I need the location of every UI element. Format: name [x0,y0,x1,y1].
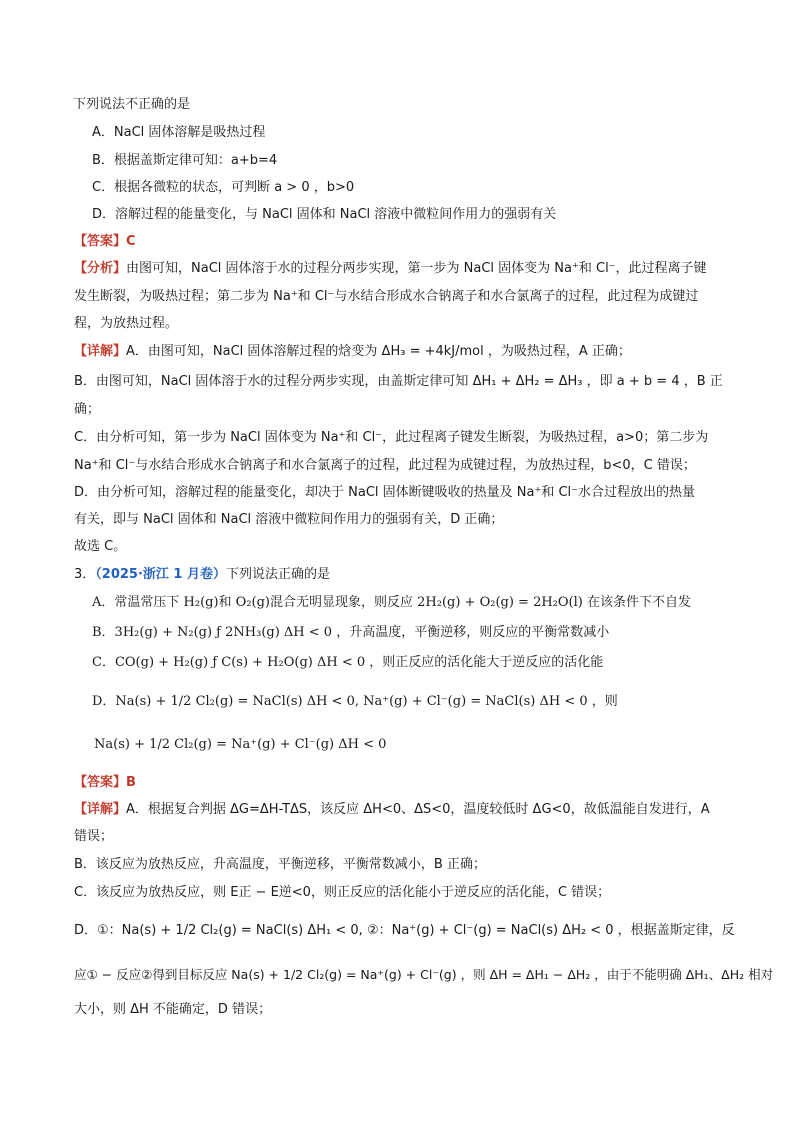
q2-detail-line-4: C．由分析可知，第一步为 NaCl 固体变为 Na⁺和 Cl⁻，此过程离子键发生断裂，为吸热过程，a>0；第二步为 [74,430,709,445]
q2-detail-line-2: B．由图可知，NaCl 固体溶于水的过程分两步实现，由盖斯定律可知 ΔH₁ + ΔH₂ = ΔH₃ ，即 a + b = 4 ，B 正 [74,374,723,389]
q2-option-a: A．NaCl 固体溶解是吸热过程 [92,125,266,140]
answer-tag: 【答案】 [74,775,127,790]
q2-analysis-line-1 [74,260,707,278]
q2-answer [74,233,136,251]
answer-value: C [126,234,136,249]
detail-tag: 【详解】 [74,344,127,359]
detail-text: A．根据复合判据 ΔG=ΔH-TΔS，该反应 ΔH<0、ΔS<0，温度较低时 ΔG<0，故低温能自发进行，A [126,802,710,817]
q3-source: （2025·浙江 1 月卷） [95,567,226,582]
q3-detail-line-4: C．该反应为放热反应，则 E正 − E逆<0，则正反应的活化能小于逆反应的活化能，C 错误； [74,885,611,900]
q3-stem: 下列说法正确的是 [226,567,331,582]
q3-detail-line-5: D．①：Na(s) + 1/2 Cl₂(g) = NaCl(s) ΔH₁ < 0, ②：Na⁺(g) + Cl⁻(g) = NaCl(s) ΔH₂ < 0 ，根据盖斯定律，反 [74,923,735,938]
q3-detail-line-7: 大小，则 ΔH 不能确定，D 错误； [74,1002,272,1017]
q3-option-d-cont: Na(s) + 1/2 Cl₂(g) = Na⁺(g) + Cl⁻(g) ΔH < 0 [94,737,387,752]
answer-value: B [126,775,136,790]
q3-number: 3． [74,567,96,582]
q3-header [74,566,330,584]
q2-detail-line-5: Na⁺和 Cl⁻与水结合形成水合钠离子和水合氯离子的过程，此过程为成键过程，为放热过程，b<0，C 错误； [74,458,696,473]
q3-option-c: C．CO(g) + H₂(g) ƒ C(s) + H₂O(g) ΔH < 0 ，则正反应的活化能大于逆反应的活化能 [92,655,604,670]
analysis-tag: 【分析】 [74,261,127,276]
q3-detail-line-6: 应① − 反应②得到目标反应 Na(s) + 1/2 Cl₂(g) = Na⁺(g) + Cl⁻(g) ，则 ΔH = ΔH₁ − ΔH₂ ，由于不能明确 ΔH₁、ΔH₂ 相对 [74,967,774,982]
q2-conclusion: 故选 C。 [74,539,127,554]
q2-analysis-line-2: 发生断裂，为吸热过程；第二步为 Na⁺和 Cl⁻与水结合形成水合钠离子和水合氯离子的过程，此过程为成键过 [74,289,699,304]
answer-tag: 【答案】 [74,234,127,249]
q2-option-d: D．溶解过程的能量变化，与 NaCl 固体和 NaCl 溶液中微粒间作用力的强弱有关 [92,207,557,222]
q2-detail-line-7: 有关，即与 NaCl 固体和 NaCl 溶液中微粒间作用力的强弱有关，D 正确； [74,512,504,527]
q2-option-c: C．根据各微粒的状态，可判断 a > 0 ，b>0 [92,180,355,195]
detail-tag: 【详解】 [74,802,127,817]
q2-analysis-line-3: 程，为放热过程。 [74,316,179,331]
q3-option-a: A．常温常压下 H₂(g)和 O₂(g)混合无明显现象，则反应 2H₂(g) + O₂(g) = 2H₂O(l) 在该条件下不自发 [92,595,691,610]
q3-detail-line-2: 错误； [74,829,114,844]
q3-option-b: B．3H₂(g) + N₂(g) ƒ 2NH₃(g) ΔH < 0 ，升高温度，平衡逆移，则反应的平衡常数减小 [92,625,610,640]
q2-detail-line-6: D．由分析可知，溶解过程的能量变化，却决于 NaCl 固体断键吸收的热量及 Na⁺和 Cl⁻水合过程放出的热量 [74,485,696,500]
q3-detail-line-3: B．该反应为放热反应，升高温度，平衡逆移，平衡常数减小，B 正确； [74,857,486,872]
q3-answer [74,774,136,792]
q2-detail-line-1 [74,343,631,361]
q2-detail-line-3: 确； [74,402,101,417]
q2-stem: 下列说法不正确的是 [73,97,191,112]
q2-option-b: B．根据盖斯定律可知：a+b=4 [92,153,278,168]
q3-detail-line-1 [74,801,710,819]
analysis-text: 由图可知，NaCl 固体溶于水的过程分两步实现，第一步为 NaCl 固体变为 Na⁺和 Cl⁻，此过程离子键 [126,261,707,276]
q3-option-d: D．Na(s) + 1/2 Cl₂(g) = NaCl(s) ΔH < 0, Na⁺(g) + Cl⁻(g) = NaCl(s) ΔH < 0 ，则 [92,694,618,709]
detail-text: A．由图可知，NaCl 固体溶解过程的焓变为 ΔH₃ = +4kJ/mol ，为吸热过程，A 正确； [126,344,631,359]
